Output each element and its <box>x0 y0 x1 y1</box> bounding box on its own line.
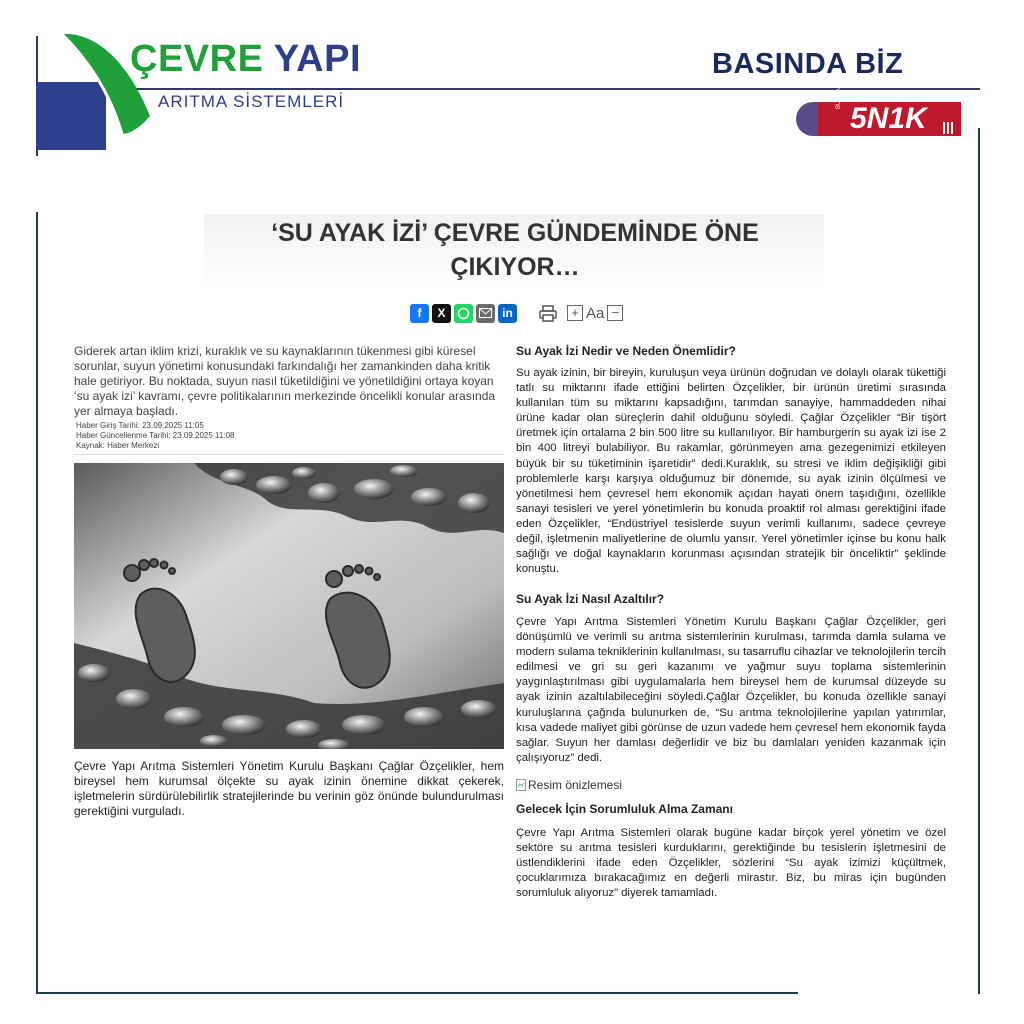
article-meta <box>76 421 234 451</box>
image-alt-text: Resim önizlemesi <box>528 778 623 792</box>
section-heading-2: Su Ayak İzi Nasıl Azaltılır? <box>516 592 665 606</box>
section-title: BASINDA BİZ <box>712 48 904 80</box>
broken-image-icon <box>516 779 526 791</box>
company-logo <box>36 30 376 150</box>
frame-bottom-rule <box>36 992 798 994</box>
updated-date: Haber Güncellenme Tarihi: 23.09.2025 11:08 <box>76 431 235 440</box>
section-body-2: Çevre Yapı Arıtma Sistemleri Yönetim Kurulu Başkanı Çağlar Özçelikler, geri dönüşümlü ve verimli su arıtma sistemlerinin kurulması, tarımda damla sulama ve modern sulama tekniklerinin kullanılması, su tasarruflu cihazlar ve teknolojilerin tercih edilmesi ve gri su geri kazanımı ve yağmur suyu toplama sistemlerinin yaygınlaştırılması gibi uygulamalarla hem bireysel hem de kurumsal düzeyde su ayak izinin azaltılabileceğini söyledi.Çağlar Özçelikler, bu konuda özellikle sanayi kuruluşlarına çağrıda bulunurken de, “Su arıtma teknolojilerine yapılan yatırımlar, kısa vadede maliyet gibi görünse de uzun vadede hem çevresel hem ekonomik fayda sağlar. Suyun her damlası değerlidir ve biz bu damlaları yeniden kazanmak için çalışıyoruz” dedi. <box>516 616 946 764</box>
meta-divider <box>74 454 504 455</box>
section-heading-1: Su Ayak İzi Nedir ve Neden Önemlidir? <box>516 344 736 358</box>
email-icon[interactable] <box>476 304 495 323</box>
section-body-1: Su ayak izinin, bir bireyin, kuruluşun veya ürünün doğrudan ve dolaylı olarak tükettiği tatlı su miktarını ifade ettiğini belirten Özçelikler, bir ürünün üretimi sırasında kullanılan tüm su miktarını kapsadığını, tarımdan sanayiye, hammaddeden nihai ürüne kadar olan süreçlerin dahil olduğunu söyledi. Çağlar Özçelikler “Bir tişört üretmek için ortalama 2 bin 500 litre su kullanılıyor. Bir hamburgerin su ayak izi ise 2 bin 400 litreyi bulabiliyor. Bu rakamlar, görünmeyen ama gezegenimizi etkileyen büyük bir su tüketiminin işaretidir” dedi.Kuraklık, su stresi ve iklim değişikliği gibi problemlerle karşı karşıya olduğumuz bir dönemde, su ayak izinin ölçülmesi ve yönetilmesi hem çevresel hem ekonomik açıdan hayati önem taşıdığını, özellikle sanayi tesisleri ve yerel yönetimlerin bu konuda proaktif rol alması gerektiğini ifade eden Özçelikler, “Endüstriyel tesislerde suyun verimli kullanımı, sadece çevreye değil, işletmenin maliyetlerine de olumlu yansır. Yerel yönetimler içinse bu konu halk sağlığı ve doğal kaynakların korunması açısından stratejik bir önceliktir” şeklinde konuştu. <box>516 367 946 576</box>
whatsapp-icon[interactable] <box>454 304 473 323</box>
zoom-out-button[interactable]: − <box>607 305 623 321</box>
font-size-label: Aa <box>586 304 605 322</box>
share-toolbar <box>410 303 623 323</box>
section-heading-3: Gelecek İçin Sorumluluk Alma Zamanı <box>516 802 733 816</box>
section-body-3: Çevre Yapı Arıtma Sistemleri olarak bugüne kadar birçok yerel yönetim ve özel sektöre su arıtma tesisleri kurduklarını, gerektiğinde bu tesislerin işletmesini de üstlendiklerini ifade eden Özçelikler, sözlerini “Su ayak izimizi küçültmek, çocuklarımıza bırakacağımız en değerli mirastır. Biz, bu miras için bugünden sorumluluk alıyoruz” diyerek tamamladı. <box>516 827 946 900</box>
article-headline: ‘SU AYAK İZİ’ ÇEVRE GÜNDEMİNDE ÖNE ÇIKIYOR… <box>271 219 759 281</box>
frame-left-rule <box>36 212 38 994</box>
published-date: Haber Giriş Tarihi: 23.09.2025 11:05 <box>76 421 204 430</box>
logo-title-part2: YAPI <box>273 38 361 80</box>
footprints-photo <box>74 463 504 749</box>
source-badge <box>796 88 961 138</box>
article-lead: Giderek artan iklim krizi, kuraklık ve su kaynaklarının tükenmesi gibi küresel sorunlar, suyun yönetimi konusundaki farkındalığı her zamankinden daha kritik hale getiriyor. Bu noktada, suyun nasıl tüketildiğini ve yönetildiğini ortaya koyan ‘su ayak izi’ kavramı, çevre politikalarının merkezinde öncelikli konular arasında yer almaya başladı. <box>74 344 496 418</box>
logo-subtitle: ARITMA SİSTEMLERİ <box>158 92 345 111</box>
badge-name: 5N1K <box>850 102 927 135</box>
facebook-icon[interactable]: f <box>410 304 429 323</box>
source: Kaynak: Haber Merkezi <box>76 441 160 450</box>
zoom-in-button[interactable]: + <box>567 305 583 321</box>
photo-caption: Çevre Yapı Arıtma Sistemleri Yönetim Kurulu Başkanı Çağlar Özçelikler, hem bireysel hem kurumsal ölçekte su ayak izinin önemine dikkat çekerek, işletmelerin sürdürülebilirlik stratejilerinde bu verinin göz önünde bulundurulması gerektiğini vurguladı. <box>74 759 504 818</box>
broken-image <box>516 778 622 792</box>
badge-city: BURSA <box>836 88 842 109</box>
qr-code-icon <box>943 122 955 134</box>
logo-title-part1: ÇEVRE <box>130 38 264 80</box>
x-icon[interactable]: X <box>432 304 451 323</box>
print-icon[interactable] <box>539 304 557 323</box>
logo-title <box>130 38 361 81</box>
linkedin-icon[interactable]: in <box>498 304 517 323</box>
frame-right-rule <box>978 128 980 994</box>
